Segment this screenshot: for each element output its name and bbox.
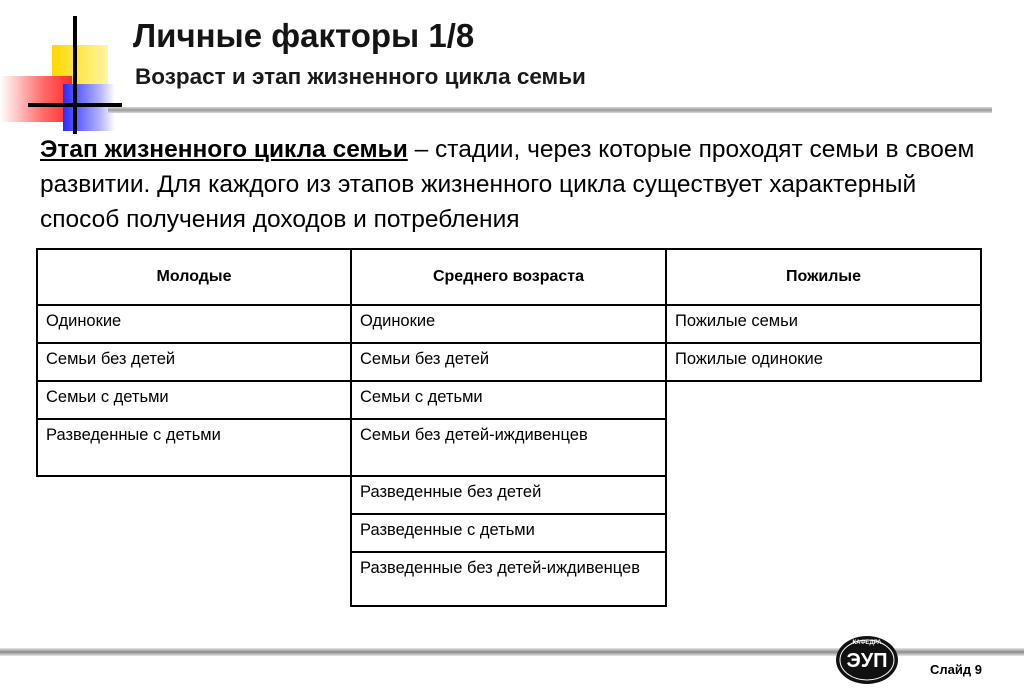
table-column-young bbox=[36, 248, 352, 477]
table-cell: Пожилые одинокие bbox=[667, 344, 980, 382]
table-cell: Семьи без детей bbox=[352, 344, 665, 382]
definition-paragraph bbox=[40, 132, 1000, 237]
table-cell: Разведенные с детьми bbox=[352, 515, 665, 553]
table-cell: Разведенные с детьми bbox=[38, 420, 350, 477]
table-cell: Одинокие bbox=[38, 306, 350, 344]
table-cell: Семьи без детей bbox=[38, 344, 350, 382]
slide-number: Слайд 9 bbox=[930, 662, 982, 677]
table-cell: Семьи без детей-иждивенцев bbox=[352, 420, 665, 477]
table-cell: Семьи с детьми bbox=[352, 382, 665, 420]
column-header: Пожилые bbox=[667, 248, 980, 306]
slide-title: Личные факторы 1/8 bbox=[133, 17, 475, 54]
logo-text: ЭУП bbox=[846, 650, 888, 672]
title-divider bbox=[108, 107, 992, 113]
column-header: Среднего возраста bbox=[352, 248, 665, 306]
definition-text: – стадии, через которые проходят семьи в своем развитии. Для каждого из этапов жизненного цикла существует характерный способ получения доходов и потребления bbox=[40, 136, 975, 233]
slide-subtitle: Возраст и этап жизненного цикла семьи bbox=[135, 64, 586, 89]
decor-vertical-line bbox=[73, 16, 77, 134]
column-header: Молодые bbox=[38, 248, 350, 306]
table-column-elderly bbox=[665, 248, 982, 382]
logo-top-text: КАФЕДРА bbox=[852, 640, 882, 646]
table-cell: Семьи с детьми bbox=[38, 382, 350, 420]
table-cell: Одинокие bbox=[352, 306, 665, 344]
table-column-middle-aged bbox=[350, 248, 667, 607]
table-cell: Разведенные без детей-иждивенцев bbox=[352, 553, 665, 607]
definition-term: Этап жизненного цикла семьи bbox=[40, 136, 408, 163]
table-cell: Пожилые семьи bbox=[667, 306, 980, 344]
table-cell: Разведенные без детей bbox=[352, 477, 665, 515]
department-logo bbox=[835, 634, 899, 686]
decor-red-block bbox=[0, 76, 72, 122]
